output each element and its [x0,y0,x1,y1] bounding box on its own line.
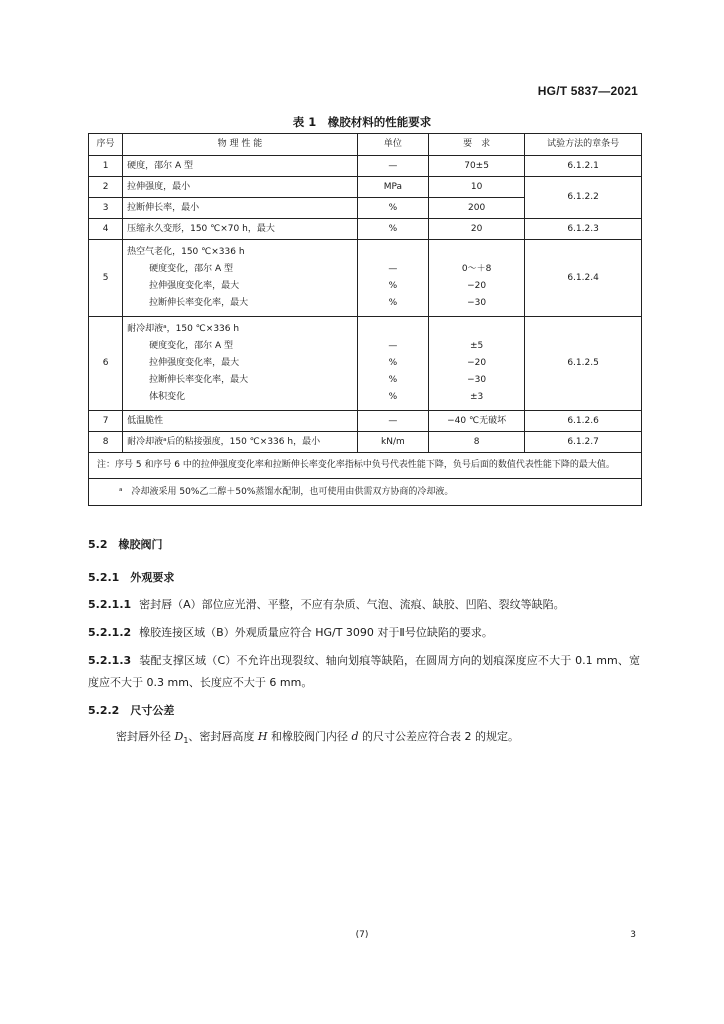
table-footnote-row [89,479,642,506]
row-method: 6.1.2.7 [525,432,642,453]
table-row [89,411,642,432]
row-no: 1 [89,156,123,177]
row-requirement-group [429,240,525,317]
row-unit: % [388,298,398,308]
row-requirement: −20 [467,281,487,291]
paragraph-5-2-1-2 [88,622,640,644]
row-unit: % [388,281,398,291]
row-method: 6.1.2.6 [525,411,642,432]
row-no: 3 [89,198,123,219]
table-row [89,240,642,317]
row-method: 6.1.2.4 [525,240,642,317]
row-property: 耐冷却液ᵃ后的粘接强度，150 ℃×336 h，最小 [123,432,358,453]
row-method: 6.1.2.3 [525,219,642,240]
row-unit: % [388,392,398,402]
text-run: 的尺寸公差应符合表 2 的规定。 [358,730,520,743]
row-requirement: 8 [429,432,525,453]
table-footnote: ᵃ 冷却液采用 50%乙二醇＋50%蒸馏水配制，也可使用由供需双方协商的冷却液。 [89,479,642,506]
row-no: 4 [89,219,123,240]
row-property-group [123,317,358,411]
row-no: 7 [89,411,123,432]
symbol-d: d [351,730,359,743]
table-row [89,219,642,240]
header-no: 序号 [89,134,123,156]
row-requirement: 10 [429,177,525,198]
row-unit: % [357,219,428,240]
row-unit-group [357,317,428,411]
row-requirement: −30 [467,298,487,308]
paragraph-5-2-2 [88,726,640,752]
row-unit: — [388,341,398,351]
row-subproperty: 拉断伸长率变化率，最大 [149,375,249,385]
row-unit: % [388,358,398,368]
row-property: 压缩永久变形，150 ℃×70 h，最大 [123,219,358,240]
row-subproperty: 拉伸强度变化率，最大 [149,281,240,291]
row-property: 拉断伸长率，最小 [123,198,358,219]
row-no: 2 [89,177,123,198]
row-property: 耐冷却液ᵃ，150 ℃×336 h [127,324,240,334]
row-method: 6.1.2.1 [525,156,642,177]
row-no: 5 [89,240,123,317]
table-row [89,317,642,411]
table-title: 表 1 橡胶材料的性能要求 [292,115,432,129]
row-no: 8 [89,432,123,453]
clause-number: 5.2.1.3 [88,654,132,667]
footer-marker: (7) [355,930,369,940]
row-method: 6.1.2.2 [525,177,642,219]
row-requirement: ±5 [469,341,484,351]
row-unit: MPa [357,177,428,198]
paragraph-5-2-1-1 [88,594,640,616]
symbol-h: H [257,730,268,743]
section-heading-5-2-1: 5.2.1 外观要求 [88,571,175,584]
clause-number: 5.2.1.2 [88,626,132,639]
row-unit: — [357,411,428,432]
header-property: 物 理 性 能 [123,134,358,156]
row-unit: — [388,264,398,274]
row-unit: — [357,156,428,177]
page-number: 3 [630,930,636,940]
row-subproperty: 拉伸强度变化率，最大 [149,358,240,368]
properties-table [88,133,642,506]
row-method: 6.1.2.5 [525,317,642,411]
row-property: 硬度，邵尔 A 型 [123,156,358,177]
clause-text: 密封唇（A）部位应光滑、平整，不应有杂质、气泡、流痕、缺胶、凹陷、裂纹等缺陷。 [139,598,565,611]
row-requirement: 200 [429,198,525,219]
table-row [89,156,642,177]
row-requirement: 20 [429,219,525,240]
paragraph-5-2-1-3 [88,650,640,694]
row-requirement: 70±5 [429,156,525,177]
clause-text: 装配支撑区域（C）不允许出现裂纹、轴向划痕等缺陷，在圆周方向的划痕深度应不大于 0.1 mm、宽度应不大于 0.3 mm、长度应不大于 6 mm。 [88,654,640,689]
row-property: 低温脆性 [123,411,358,432]
table-row [89,432,642,453]
section-heading-5-2: 5.2 橡胶阀门 [88,538,163,551]
section-heading-5-2-2: 5.2.2 尺寸公差 [88,704,175,717]
row-subproperty: 体积变化 [149,392,186,402]
table-note-row [89,453,642,479]
row-property: 拉伸强度，最小 [123,177,358,198]
row-requirement: 0～＋8 [461,264,492,274]
row-requirement: −20 [467,358,487,368]
row-no: 6 [89,317,123,411]
row-subproperty: 硬度变化，邵尔 A 型 [149,264,233,274]
row-unit-group [357,240,428,317]
subscript: 1 [183,736,189,746]
clause-number: 5.2.1.1 [88,598,132,611]
header-method: 试验方法的章条号 [525,134,642,156]
header-requirement: 要 求 [429,134,525,156]
row-property: 热空气老化，150 ℃×336 h [127,247,245,257]
text-run: 和橡胶阀门内径 [267,730,352,743]
row-subproperty: 硬度变化，邵尔 A 型 [149,341,233,351]
symbol-d1: D [174,730,184,743]
row-requirement: ±3 [469,392,484,402]
table-note: 注：序号 5 和序号 6 中的拉伸强度变化率和拉断伸长率变化率指标中负号代表性能下降，负号后面的数值代表性能下降的最大值。 [89,453,642,479]
header-unit: 单位 [357,134,428,156]
standard-code: HG/T 5837—2021 [537,84,638,98]
row-property-group [123,240,358,317]
row-requirement-group [429,317,525,411]
row-unit: % [388,375,398,385]
text-run: 密封唇外径 [116,730,175,743]
row-unit: kN/m [357,432,428,453]
row-requirement: −40 ℃无破坏 [429,411,525,432]
text-run: 、密封唇高度 [188,730,258,743]
table-header-row [89,134,642,156]
row-unit: % [357,198,428,219]
row-subproperty: 拉断伸长率变化率，最大 [149,298,249,308]
table-row [89,177,642,198]
row-requirement: −30 [467,375,487,385]
clause-text: 橡胶连接区域（B）外观质量应符合 HG/T 3090 对于Ⅱ号位缺陷的要求。 [139,626,493,639]
